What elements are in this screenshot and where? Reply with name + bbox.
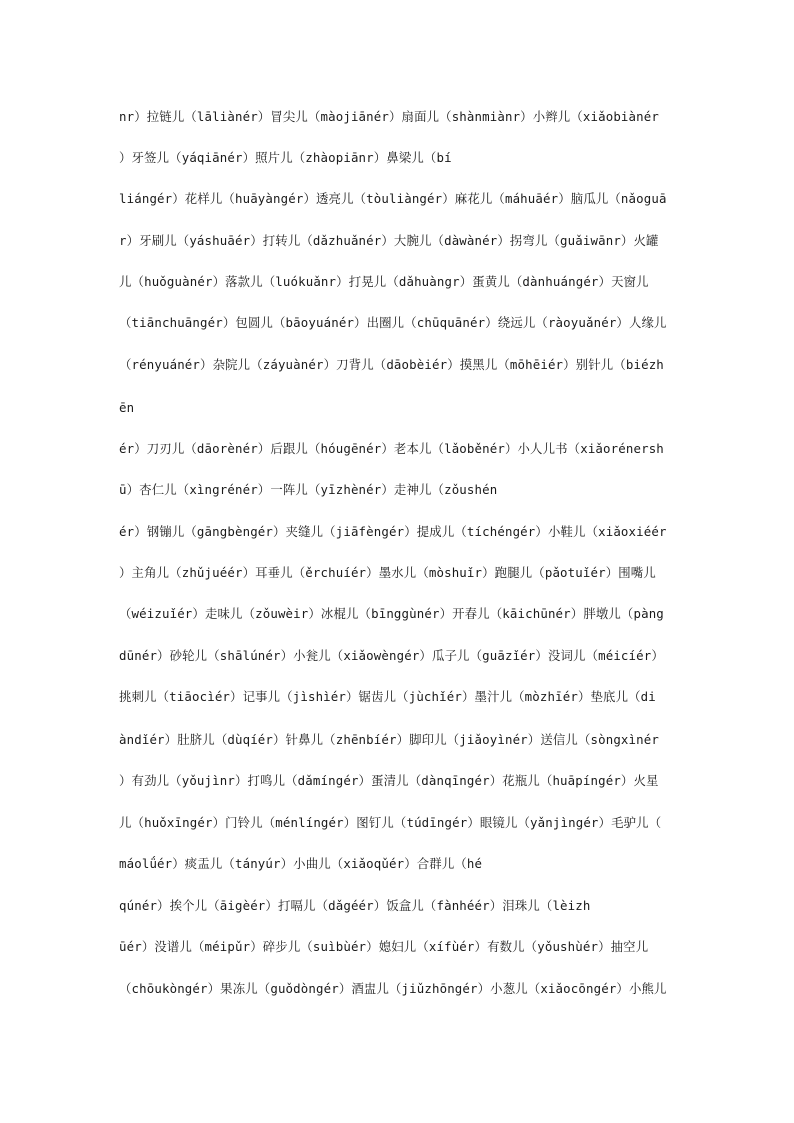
text-line: 儿（huǒguànér）落款儿（luókuǎnr）打晃儿（dǎhuàngr）蛋黄儿（dànhuángér）天窗儿 <box>119 274 649 289</box>
text-line: （tiānchuāngér）包圆儿（bāoyuánér）出圈儿（chūquānér）绕远儿（ràoyuǎnér）人缘儿 <box>119 315 667 330</box>
text-line: ）有劲儿（yǒujìnr）打鸣儿（dǎmíngér）蛋清儿（dànqīngér）花瓶儿（huāpíngér）火星 <box>119 773 659 788</box>
text-line: àndǐér）肚脐儿（dùqíér）针鼻儿（zhēnbíér）脚印儿（jiǎoyìnér）送信儿（sòngxìnér <box>119 732 659 747</box>
text-line: nr）拉链儿（lāliànér）冒尖儿（màojiānér）扇面儿（shànmiànr）小辫儿（xiǎobiànér <box>119 109 659 124</box>
text-line: （rényuánér）杂院儿（záyuànér）刀背儿（dāobèiér）摸黑儿（mōhēiér）别针儿（biézh <box>119 357 664 372</box>
text-line: máolǘér）痰盂儿（tányúr）小曲儿（xiǎoqǔér）合群儿（hé <box>119 856 483 871</box>
text-line: liángér）花样儿（huāyàngér）透亮儿（tòuliàngér）麻花儿（máhuāér）脑瓜儿（nǎoguā <box>119 191 667 206</box>
text-line: ēn <box>119 400 135 415</box>
text-line: 挑刺儿（tiāocìér）记事儿（jìshìér）锯齿儿（jùchǐér）墨汁儿（mòzhīér）垫底儿（di <box>119 689 656 704</box>
text-line: （chōukòngér）果冻儿（guǒdòngér）酒盅儿（jiǔzhōngér）小葱儿（xiǎocōngér）小熊儿 <box>119 981 667 996</box>
text-line: ū）杏仁儿（xìngrénér）一阵儿（yīzhènér）走神儿（zǒushén <box>119 482 498 497</box>
text-line: ūér）没谱儿（méipǔr）碎步儿（suìbùér）媳妇儿（xífùér）有数儿（yǒushùér）抽空儿 <box>119 939 649 954</box>
text-line: ）主角儿（zhǔjuéér）耳垂儿（ěrchuíér）墨水儿（mòshuǐr）跑腿儿（pǎotuǐér）围嘴儿 <box>119 565 656 580</box>
text-line: ér）钢镚儿（gāngbèngér）夹缝儿（jiāfèngér）提成儿（tíchéngér）小鞋儿（xiǎoxiéér <box>119 524 667 539</box>
text-line: 儿（huǒxīngér）门铃儿（ménlíngér）图钉儿（túdīngér）眼镜儿（yǎnjìngér）毛驴儿（ <box>119 815 662 830</box>
text-line: ）牙签儿（yáqiānér）照片儿（zhàopiānr）鼻梁儿（bí <box>119 150 452 165</box>
text-line: qúnér）挨个儿（āigèér）打嗝儿（dǎgéér）饭盒儿（fànhéér）泪珠儿（lèizh <box>119 898 591 913</box>
text-line: dūnér）砂轮儿（shālúnér）小瓮儿（xiǎowèngér）瓜子儿（guāzǐér）没词儿（méicíér） <box>119 648 664 663</box>
text-line: ér）刀刃儿（dāorènér）后跟儿（hóugēnér）老本儿（lǎoběnér）小人儿书（xiǎorénersh <box>119 441 664 456</box>
text-line: （wéizuǐér）走味儿（zǒuwèir）冰棍儿（bīnggùnér）开春儿（kāichūnér）胖墩儿（pàng <box>119 606 664 621</box>
text-line: r）牙刷儿（yáshuāér）打转儿（dǎzhuǎnér）大腕儿（dàwànér）拐弯儿（guǎiwānr）火罐 <box>119 233 659 248</box>
